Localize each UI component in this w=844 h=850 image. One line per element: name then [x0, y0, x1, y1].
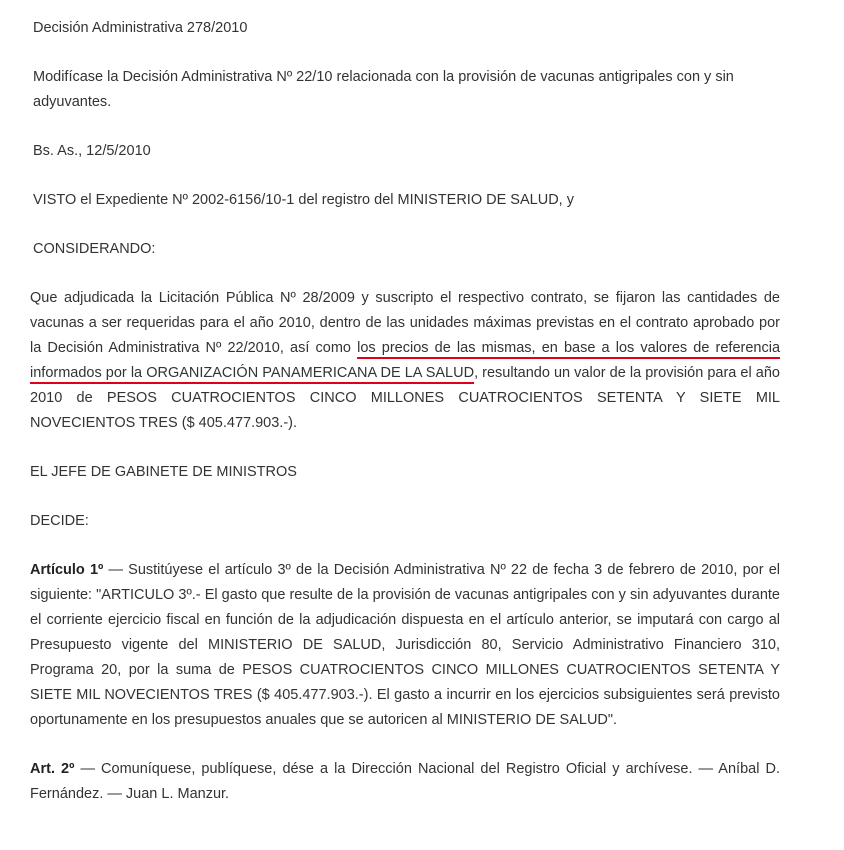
document-body [30, 16, 780, 807]
document-title: Decisión Administrativa 278/2010 [33, 20, 248, 36]
decide-heading: DECIDE: [30, 513, 89, 529]
article-1 [30, 558, 780, 733]
considerando-heading: CONSIDERANDO: [33, 241, 156, 257]
considerando-text-start: Que adjudicada la Licitación Pública Nº 28/2009 y suscripto el respectivo contrato, se fijaron las cantidades de vacunas a ser requeridas para el año 2010, dentro de las unidades máximas previstas en el contrato aprobado por la Decisión Administrativa Nº 22/2010, así como [30, 290, 780, 356]
article-1-text: — Sustitúyese el artículo 3º de la Decisión Administrativa Nº 22 de fecha 3 de febrero de 2010, por el siguiente: "ARTICULO 3º.- El gasto que resulte de la provisión de vacunas antigripales con y sin adyuvantes durante el corriente ejercicio fiscal en función de la adjudicación dispuesta en el artículo anterior, se imputará con cargo al Presupuesto vigente del MINISTERIO DE SALUD, Jurisdicción 80, Servicio Administrativo Financiero 310, Programa 20, por la suma de PESOS CUATROCIENTOS CINCO MILLONES CUATROCIENTOS SETENTA Y SIETE MIL NOVECIENTOS TRES ($ 405.477.903.-). El gasto a incurrir en los ejercicios subsiguientes será previsto oportunamente en los presupuestos anuales que se autoricen al MINISTERIO DE SALUD". [30, 562, 780, 728]
authority-line: EL JEFE DE GABINETE DE MINISTROS [30, 464, 297, 480]
article-2-label: Art. 2º [30, 761, 75, 777]
document-summary: Modifícase la Decisión Administrativa Nº 22/10 relacionada con la provisión de vacunas antigripales con y sin adyuvantes. [33, 69, 734, 110]
article-2 [30, 757, 780, 807]
highlighted-text: los precios de las mismas, en base a los valores de referencia informados por la ORGANIZACIÓN PANAMERICANA DE LA SALUD [30, 340, 781, 381]
considerando-text-end: , resultando un valor de la provisión para el año 2010 de PESOS CUATROCIENTOS CINCO MILLONES CUATROCIENTOS SETENTA Y SIETE MIL NOVECIENTOS TRES ($ 405.477.903.-). [30, 365, 780, 431]
article-1-label: Artículo 1º [30, 562, 104, 578]
visto-paragraph: VISTO el Expediente Nº 2002-6156/10-1 del registro del MINISTERIO DE SALUD, y [33, 192, 574, 208]
date-line: Bs. As., 12/5/2010 [33, 143, 151, 159]
considerando-paragraph [30, 286, 780, 436]
article-2-text: — Comuníquese, publíquese, dése a la Dirección Nacional del Registro Oficial y archívese. — Aníbal D. Fernández. — Juan L. Manzur. [30, 761, 780, 802]
